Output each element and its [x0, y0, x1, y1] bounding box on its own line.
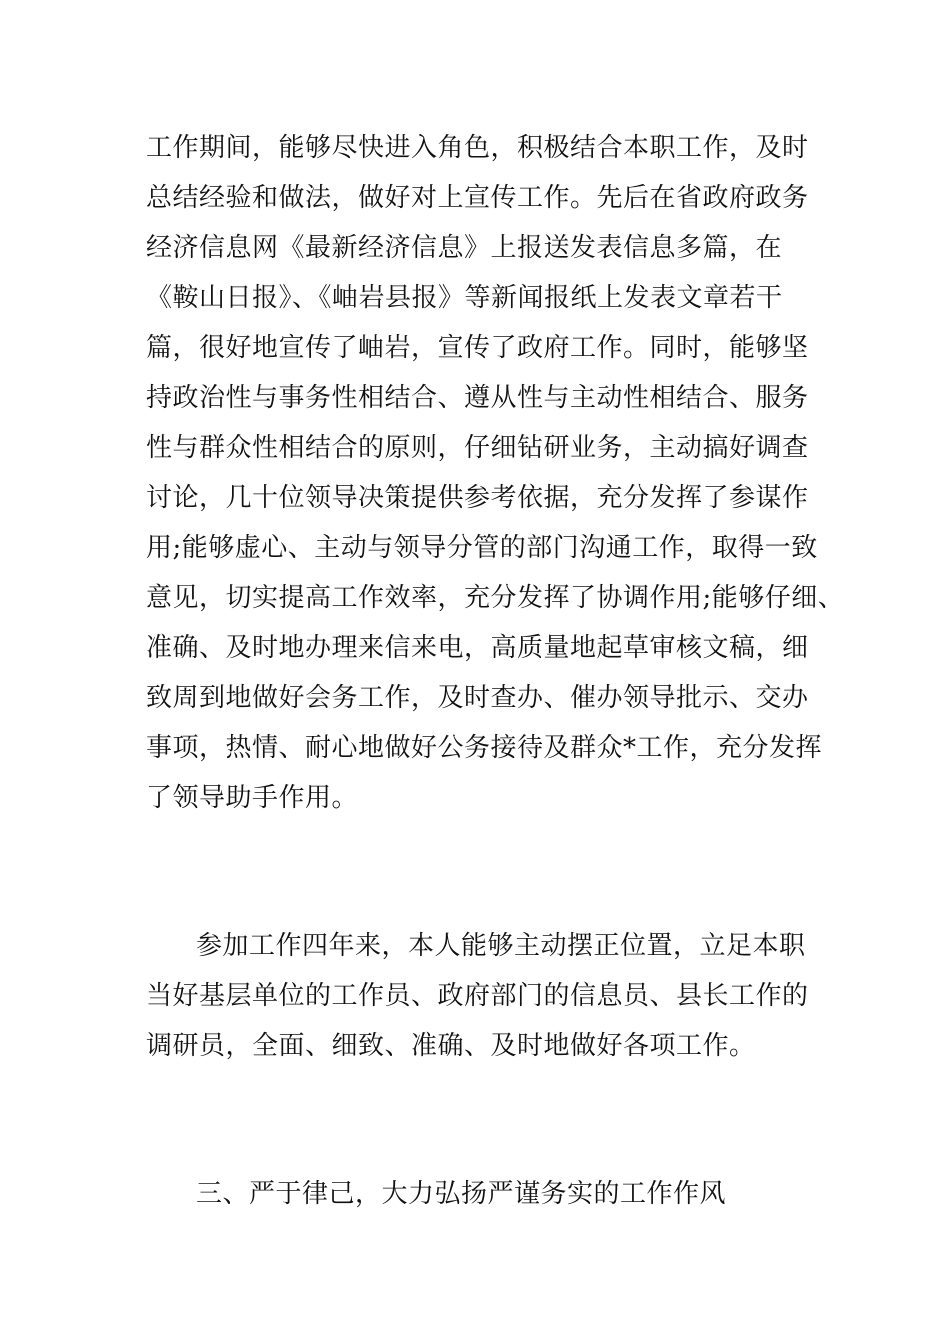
paragraph-1-line-8: 讨论，几十位领导决策提供参考依据，充分发挥了参谋作 — [146, 483, 809, 513]
paragraph-1-line-9: 用;能够虚心、主动与领导分管的部门沟通工作，取得一致 — [146, 533, 818, 563]
paragraph-2-line-2: 当好基层单位的工作员、政府部门的信息员、县长工作的 — [146, 981, 809, 1011]
paragraph-1-line-10: 意见，切实提高工作效率，充分发挥了协调作用;能够仔细、 — [146, 583, 845, 613]
paragraph-1-line-4: 《鞍山日报》、《岫岩县报》等新闻报纸上发表文章若干 — [146, 283, 783, 313]
paragraph-2-line-1: 参加工作四年来，本人能够主动摆正位置，立足本职 — [196, 931, 806, 961]
paragraph-1-line-13: 事项，热情、耐心地做好公务接待及群众*工作，充分发挥 — [146, 733, 823, 763]
paragraph-1-line-11: 准确、及时地办理来信来电，高质量地起草审核文稿，细 — [146, 633, 809, 663]
paragraph-1-line-6: 持政治性与事务性相结合、遵从性与主动性相结合、服务 — [146, 383, 809, 413]
section-heading: 三、严于律己，大力弘扬严谨务实的工作作风 — [196, 1179, 727, 1209]
paragraph-1-line-7: 性与群众性相结合的原则，仔细钻研业务，主动搞好调查 — [146, 433, 809, 463]
paragraph-1-line-1: 工作期间，能够尽快进入角色，积极结合本职工作，及时 — [146, 133, 809, 163]
paragraph-1-line-5: 篇，很好地宣传了岫岩，宣传了政府工作。同时，能够坚 — [146, 333, 809, 363]
paragraph-1-line-3: 经济信息网《最新经济信息》上报送发表信息多篇，在 — [146, 233, 783, 263]
paragraph-1-line-12: 致周到地做好会务工作，及时查办、催办领导批示、交办 — [146, 683, 809, 713]
paragraph-1-line-2: 总结经验和做法，做好对上宣传工作。先后在省政府政务 — [146, 183, 809, 213]
paragraph-1-line-14: 了领导助手作用。 — [146, 783, 359, 813]
paragraph-2-line-3: 调研员，全面、细致、准确、及时地做好各项工作。 — [146, 1031, 756, 1061]
